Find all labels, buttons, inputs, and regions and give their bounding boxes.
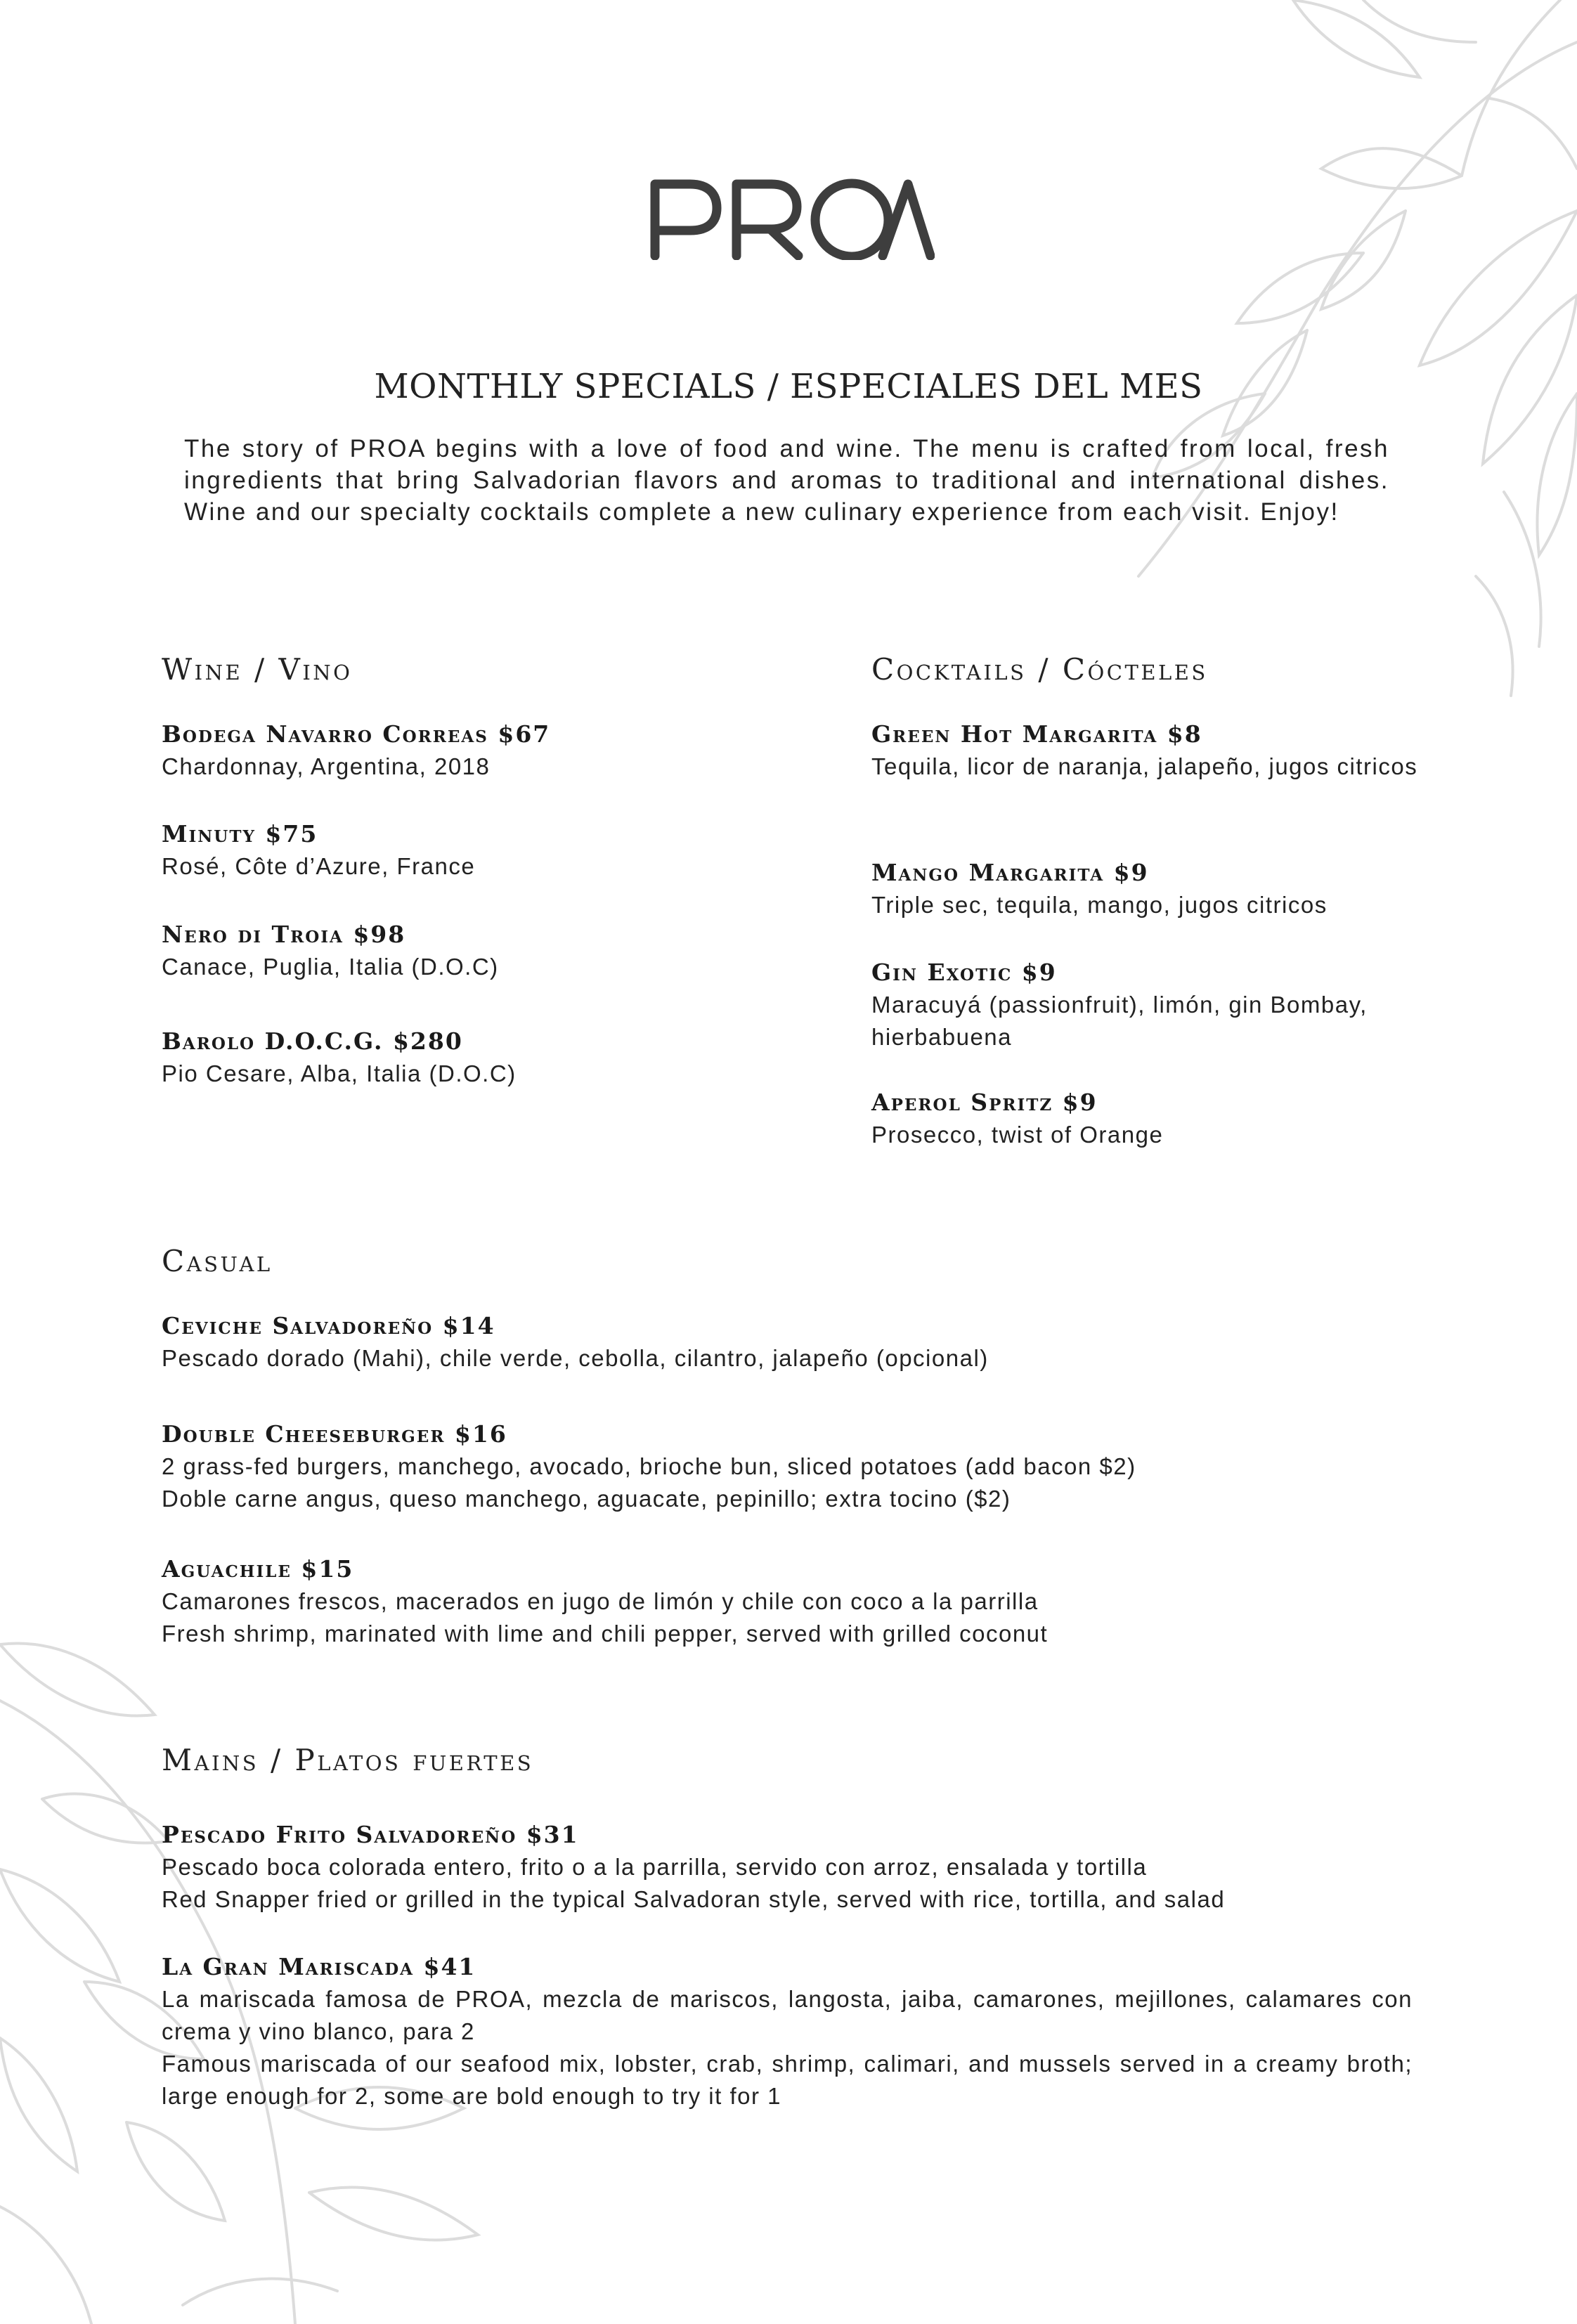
item-description: Rosé, Côte d’Azure, France: [162, 853, 476, 879]
item-name: Minuty $75: [162, 820, 318, 848]
wine-item: [162, 818, 794, 883]
cocktails-heading: Cocktails / Cócteles: [871, 652, 1208, 687]
item-name: Bodega Navarro Correas $67: [162, 720, 551, 748]
item-name: Barolo D.O.C.G. $280: [162, 1027, 463, 1055]
casual-item: [162, 1310, 1413, 1375]
item-description-alt: Doble carne angus, queso manchego, aguacate, pepinillo; extra tocino ($2): [162, 1486, 1011, 1512]
wine-item: [162, 1025, 794, 1090]
item-description: La mariscada famosa de PROA, mezcla de mariscos, langosta, jaiba, camarones, mejillones, calamares con crema y vino blanco, para 2: [162, 1986, 1413, 2044]
cocktail-item: [871, 956, 1434, 1053]
item-description: Tequila, licor de naranja, jalapeño, jugos citricos: [871, 753, 1418, 779]
leaf-illustration-top-right: [871, 0, 1577, 703]
intro-paragraph: The story of PROA begins with a love of food and wine. The menu is crafted from local, fresh ingredients that bring Salvadorian flavors and aromas to traditional and international dishes. Wine and our specialty cocktails complete a new culinary experience from each visit. Enjoy!: [184, 435, 1389, 526]
casual-heading: Casual: [162, 1244, 273, 1278]
item-name: Nero di Troia $98: [162, 921, 406, 948]
item-description: Pescado boca colorada entero, frito o a la parrilla, servido con arroz, ensalada y tortilla: [162, 1854, 1148, 1880]
item-name: Mango Margarita $9: [871, 859, 1149, 886]
item-description: Chardonnay, Argentina, 2018: [162, 753, 491, 779]
mains-heading: Mains / Platos fuertes: [162, 1743, 534, 1777]
cocktail-item: [871, 718, 1434, 783]
item-name: Gin Exotic $9: [871, 959, 1057, 986]
mains-item: [162, 1951, 1413, 2112]
item-description: Pio Cesare, Alba, Italia (D.O.C): [162, 1060, 517, 1086]
proa-wordmark: [647, 176, 935, 260]
cocktail-item: [871, 1086, 1434, 1151]
cocktail-item: [871, 857, 1434, 921]
item-description-alt: Fresh shrimp, marinated with lime and chili pepper, served with grilled coconut: [162, 1621, 1049, 1647]
item-name: Pescado Frito Salvadoreño $31: [162, 1821, 579, 1848]
wine-heading: Wine / Vino: [162, 652, 353, 687]
mains-item: [162, 1819, 1413, 1916]
item-description-alt: Red Snapper fried or grilled in the typical Salvadoran style, served with rice, tortilla, and salad: [162, 1886, 1226, 1912]
item-description: Camarones frescos, macerados en jugo de limón y chile con coco a la parrilla: [162, 1588, 1039, 1614]
item-name: Green Hot Margarita $8: [871, 720, 1202, 748]
page-title: MONTHLY SPECIALS / ESPECIALES DEL MES: [374, 367, 1203, 406]
item-description-alt: Famous mariscada of our seafood mix, lobster, crab, shrimp, calimari, and mussels served in a creamy broth; large enough for 2, some are bold enough to try it for 1: [162, 2051, 1413, 2109]
casual-item: [162, 1418, 1413, 1515]
item-name: Double Cheeseburger $16: [162, 1420, 507, 1448]
item-description: Pescado dorado (Mahi), chile verde, cebolla, cilantro, jalapeño (opcional): [162, 1345, 989, 1371]
casual-item: [162, 1553, 1413, 1650]
wine-item: [162, 718, 794, 783]
item-name: La Gran Mariscada $41: [162, 1953, 476, 1980]
item-name: Aperol Spritz $9: [871, 1089, 1098, 1116]
item-name: Aguachile $15: [162, 1555, 354, 1583]
wine-item: [162, 918, 794, 983]
item-description: Triple sec, tequila, mango, jugos citricos: [871, 892, 1328, 918]
item-name: Ceviche Salvadoreño $14: [162, 1312, 495, 1339]
item-description: Maracuyá (passionfruit), limón, gin Bombay, hierbabuena: [871, 992, 1368, 1050]
item-description: 2 grass-fed burgers, manchego, avocado, brioche bun, sliced potatoes (add bacon $2): [162, 1453, 1136, 1479]
item-description: Canace, Puglia, Italia (D.O.C): [162, 954, 499, 980]
item-description: Prosecco, twist of Orange: [871, 1122, 1164, 1148]
